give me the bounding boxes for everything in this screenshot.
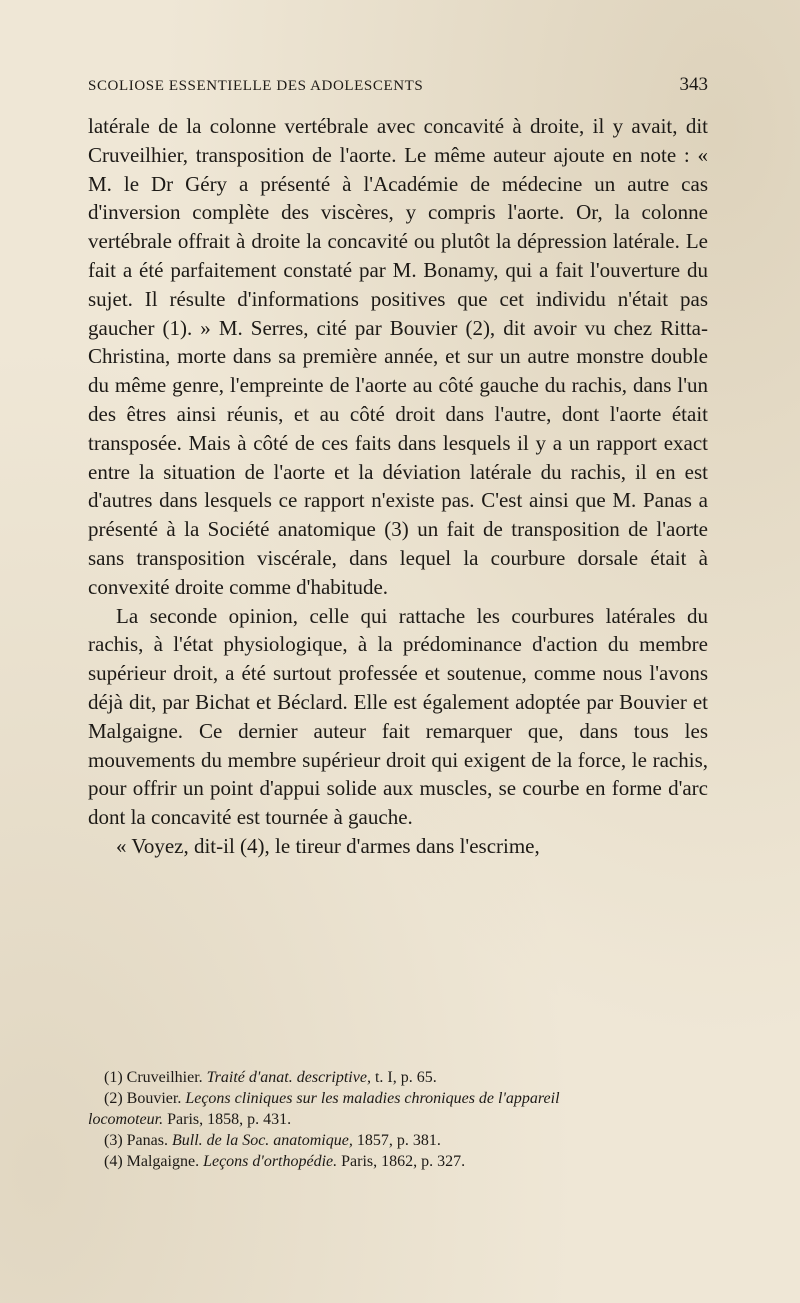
- page-header: [88, 74, 708, 96]
- paragraph-3: « Voyez, dit-il (4), le tireur d'armes dans l'escrime,: [116, 833, 540, 858]
- footnote-title-continuation: locomoteur.: [88, 1111, 164, 1128]
- footnote-2: [104, 1088, 708, 1109]
- footnote-author: Malgaigne.: [126, 1153, 200, 1170]
- page-number: 343: [679, 74, 708, 95]
- body-text: [88, 112, 708, 861]
- paragraph-1: latérale de la colonne vertébrale avec concavité à droite, il y avait, dit Cruveilhier, transposition de l'aorte. Le même auteur ajoute en note : « M. le Dr Géry a présenté à l'Académie de médecine un autre cas d'inversion complète des viscères, y compris l'aorte. Or, la colonne vertébrale offrait à droite la concavité ou plutôt la dépression latérale. Le fait a été parfaitement constaté par M. Bonamy, qui a fait l'ouverture du sujet. Il résulte d'informations positives que cet individu n'était pas gaucher (1). » M. Serres, cité par Bouvier (2), dit avoir vu chez Ritta-Christina, morte dans sa première année, et sur un autre monstre double du même genre, l'empreinte de l'aorte au côté gauche du rachis, dans l'un des êtres ainsi réunis, et au côté droit dans l'autre, dont l'aorte était transposée. Mais à côté de ces faits dans lesquels il y a un rapport exact entre la situation de l'aorte et la déviation latérale du rachis, il en est d'autres dans lesquels ce rapport n'existe pas. C'est ainsi que M. Panas a présenté à la Société anatomique (3) un fait de transposition de l'aorte sans transposition viscérale, dans lequel la courbure dorsale était à convexité droite comme d'habitude.: [88, 114, 708, 599]
- footnote-title: Bull. de la Soc. anatomique,: [171, 1132, 353, 1149]
- footnotes: [88, 1067, 708, 1172]
- footnote-title: Leçons cliniques sur les maladies chroniques de l'appareil: [185, 1090, 560, 1107]
- paragraph-2: La seconde opinion, celle qui rattache les courbures latérales du rachis, à l'état physiologique, à la prédominance d'action du membre supérieur droit, a été surtout professée et soutenue, comme nous l'avons déjà dit, par Bichat et Béclard. Elle est également adoptée par Bouvier et Malgaigne. Ce dernier auteur fait remarquer que, dans tous les mouvements du membre supérieur droit qui exigent de la force, le rachis, pour offrir un point d'appui solide aux muscles, se courbe en forme d'arc dont la concavité est tournée à gauche.: [88, 603, 708, 830]
- footnote-3: [104, 1130, 708, 1151]
- footnote-reference: t. I, p. 65.: [374, 1069, 437, 1086]
- footnote-reference: Paris, 1862, p. 327.: [341, 1153, 466, 1170]
- footnote-author: Panas.: [126, 1132, 168, 1149]
- footnote-title: Traité d'anat. descriptive,: [206, 1069, 371, 1086]
- running-title: SCOLIOSE ESSENTIELLE DES ADOLESCENTS: [88, 78, 424, 94]
- footnote-2-continuation: [88, 1109, 708, 1130]
- footnote-number: (4): [104, 1153, 123, 1170]
- footnote-reference: 1857, p. 381.: [356, 1132, 441, 1149]
- footnote-author: Cruveilhier.: [126, 1069, 203, 1086]
- footnote-1: [104, 1067, 708, 1088]
- footnote-title: Leçons d'orthopédie.: [203, 1153, 338, 1170]
- footnote-4: [104, 1151, 708, 1172]
- footnote-number: (2): [104, 1090, 123, 1107]
- footnote-reference: Paris, 1858, p. 431.: [167, 1111, 292, 1128]
- footnote-author: Bouvier.: [126, 1090, 182, 1107]
- footnote-number: (1): [104, 1069, 123, 1086]
- footnote-number: (3): [104, 1132, 123, 1149]
